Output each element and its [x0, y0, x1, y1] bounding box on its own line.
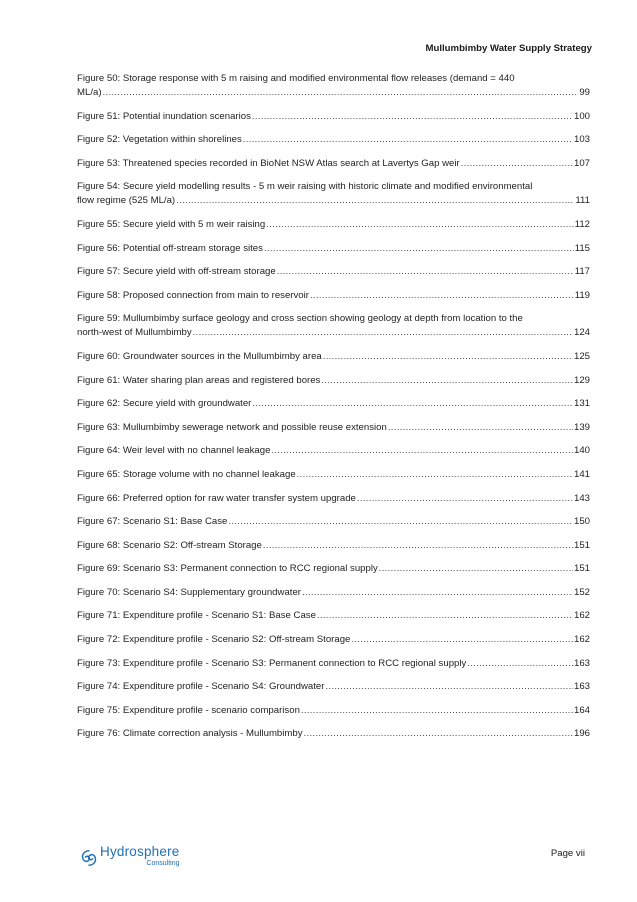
toc-entry-title: Figure 58: Proposed connection from main to reservoir: [77, 289, 309, 301]
dot-leader: [388, 421, 573, 435]
dot-leader: [264, 242, 574, 256]
toc-entry-page-number: 115: [574, 242, 590, 254]
dot-leader: [351, 633, 573, 647]
toc-entry-title: Figure 72: Expenditure profile - Scenario S2: Off-stream Storage: [77, 634, 351, 646]
toc-entry-title: Figure 66: Preferred option for raw water transfer system upgrade: [77, 492, 356, 504]
hydrosphere-logo: [80, 845, 180, 867]
toc-entry-page-number: 151: [573, 563, 590, 575]
toc-entry-title-line: Figure 50: Storage response with 5 m raising and modified environmental flow releases (demand = 440: [77, 73, 515, 84]
toc-entry-page-number: 152: [573, 586, 590, 598]
toc-entry-title: Figure 53: Threatened species recorded in BioNet NSW Atlas search at Lavertys Gap weir: [77, 157, 460, 169]
toc-entry-page-number: 140: [573, 445, 590, 457]
dot-leader: [297, 468, 573, 482]
logo-subtitle: Consulting: [146, 859, 180, 867]
toc-entry[interactable]: [77, 133, 590, 147]
toc-entry-page-number: 164: [573, 704, 590, 716]
toc-entry-title: Figure 60: Groundwater sources in the Mullumbimby area: [77, 350, 322, 362]
dot-leader: [193, 326, 573, 340]
toc-entry-title: Figure 69: Scenario S3: Permanent connection to RCC regional supply: [77, 563, 378, 575]
toc-entry[interactable]: [77, 680, 590, 694]
toc-entry-page-number: 125: [573, 350, 590, 362]
toc-entry[interactable]: [77, 727, 590, 741]
dot-leader: [302, 586, 573, 600]
dot-leader: [243, 133, 573, 147]
dot-leader: [103, 86, 579, 100]
toc-entry-page-number: 196: [573, 728, 590, 740]
toc-entry-page-number: 141: [573, 468, 590, 480]
dot-leader: [304, 727, 573, 741]
dot-leader: [323, 350, 573, 364]
toc-entry-page-number: 112: [574, 218, 590, 230]
toc-entry[interactable]: [77, 704, 590, 718]
toc-entry-page-number: 124: [573, 327, 590, 339]
toc-entry-page-number: 143: [573, 492, 590, 504]
toc-entry[interactable]: [77, 312, 590, 340]
toc-entry[interactable]: [77, 492, 590, 506]
toc-entry-title: Figure 63: Mullumbimby sewerage network and possible reuse extension: [77, 421, 387, 433]
dot-leader: [266, 218, 573, 232]
toc-entry-title: Figure 75: Expenditure profile - scenario comparison: [77, 704, 300, 716]
toc-entry-title: Figure 70: Scenario S4: Supplementary groundwater: [77, 586, 301, 598]
dot-leader: [176, 194, 574, 208]
toc-entry-title: Figure 64: Weir level with no channel leakage: [77, 445, 271, 457]
toc-entry[interactable]: [77, 374, 590, 388]
toc-entry-title: flow regime (525 ML/a): [77, 195, 176, 207]
toc-entry-title: Figure 55: Secure yield with 5 m weir raising: [77, 218, 266, 230]
toc-entry-title: Figure 51: Potential inundation scenarios: [77, 110, 251, 122]
toc-entry[interactable]: [77, 444, 590, 458]
toc-entry[interactable]: [77, 468, 590, 482]
toc-entry-title: Figure 57: Secure yield with off-stream storage: [77, 266, 276, 278]
toc-entry-title: Figure 71: Expenditure profile - Scenario S1: Base Case: [77, 610, 316, 622]
dot-leader: [461, 157, 573, 171]
dot-leader: [325, 680, 573, 694]
toc-entry-title: Figure 52: Vegetation within shorelines: [77, 134, 242, 146]
toc-entry[interactable]: [77, 72, 590, 100]
toc-entry-page-number: 162: [573, 634, 590, 646]
dot-leader: [228, 515, 573, 529]
toc-entry[interactable]: [77, 633, 590, 647]
toc-entry-page-number: 162: [573, 610, 590, 622]
toc-entry[interactable]: [77, 586, 590, 600]
toc-entry[interactable]: [77, 242, 590, 256]
toc-entry-title: Figure 76: Climate correction analysis - Mullumbimby: [77, 728, 303, 740]
toc-entry-page-number: 139: [573, 421, 590, 433]
toc-entry-title: Figure 73: Expenditure profile - Scenario S3: Permanent connection to RCC regional supply: [77, 657, 467, 669]
toc-entry-title: Figure 62: Secure yield with groundwater: [77, 398, 252, 410]
dot-leader: [310, 289, 574, 303]
logo-name: Hydrosphere: [100, 844, 180, 859]
toc-entry-page-number: 119: [574, 289, 590, 301]
dot-leader: [379, 562, 573, 576]
toc-entry[interactable]: [77, 157, 590, 171]
toc-entry-page-number: 163: [573, 657, 590, 669]
toc-entry[interactable]: [77, 539, 590, 553]
toc-entry-page-number: 131: [573, 398, 590, 410]
toc-entry[interactable]: [77, 350, 590, 364]
toc-entry-page-number: 150: [573, 516, 590, 528]
dot-leader: [317, 609, 573, 623]
dot-leader: [271, 444, 573, 458]
toc-entry[interactable]: [77, 421, 590, 435]
toc-entry-title: Figure 74: Expenditure profile - Scenario S4: Groundwater: [77, 681, 325, 693]
dot-leader: [301, 704, 573, 718]
toc-entry-title: Figure 65: Storage volume with no channel leakage: [77, 468, 296, 480]
toc-entry[interactable]: [77, 265, 590, 279]
toc-entry[interactable]: [77, 515, 590, 529]
hydrosphere-swirl-icon: [80, 849, 98, 867]
toc-entry-page-number: 129: [573, 374, 590, 386]
toc-entry[interactable]: [77, 657, 590, 671]
toc-entry[interactable]: [77, 609, 590, 623]
toc-entry-title: Figure 67: Scenario S1: Base Case: [77, 516, 228, 528]
toc-entry-title: ML/a): [77, 87, 102, 98]
toc-entry-page-number: 103: [573, 134, 590, 146]
toc-entry-page-number: 111: [575, 195, 590, 207]
document-header-title: Mullumbimby Water Supply Strategy: [425, 43, 592, 54]
toc-entry[interactable]: [77, 397, 590, 411]
toc-entry-page-number: 99: [579, 87, 590, 98]
toc-entry-page-number: 151: [573, 539, 590, 551]
toc-entry-title-line: Figure 54: Secure yield modelling results - 5 m weir raising with historic climate and modified environmental: [77, 181, 533, 193]
dot-leader: [252, 110, 573, 124]
dot-leader: [252, 397, 573, 411]
toc-entry[interactable]: [77, 180, 590, 208]
toc-entry-title-line: Figure 59: Mullumbimby surface geology and cross section showing geology at depth from location to the: [77, 313, 523, 325]
list-of-figures: [77, 72, 590, 751]
toc-entry-page-number: 107: [573, 157, 590, 169]
dot-leader: [321, 374, 573, 388]
toc-entry[interactable]: [77, 289, 590, 303]
toc-entry[interactable]: [77, 218, 590, 232]
toc-entry-page-number: 163: [573, 681, 590, 693]
toc-entry-title: Figure 56: Potential off-stream storage sites: [77, 242, 263, 254]
toc-entry-page-number: 100: [573, 110, 590, 122]
toc-entry[interactable]: [77, 562, 590, 576]
dot-leader: [277, 265, 574, 279]
toc-entry-title: Figure 61: Water sharing plan areas and registered bores: [77, 374, 321, 386]
toc-entry[interactable]: [77, 110, 590, 124]
dot-leader: [467, 657, 573, 671]
toc-entry-title: Figure 68: Scenario S2: Off-stream Storage: [77, 539, 262, 551]
dot-leader: [357, 492, 573, 506]
toc-entry-page-number: 117: [574, 266, 590, 278]
dot-leader: [263, 539, 573, 553]
toc-entry-title: north-west of Mullumbimby: [77, 327, 192, 339]
page-number: Page vii: [550, 848, 585, 859]
